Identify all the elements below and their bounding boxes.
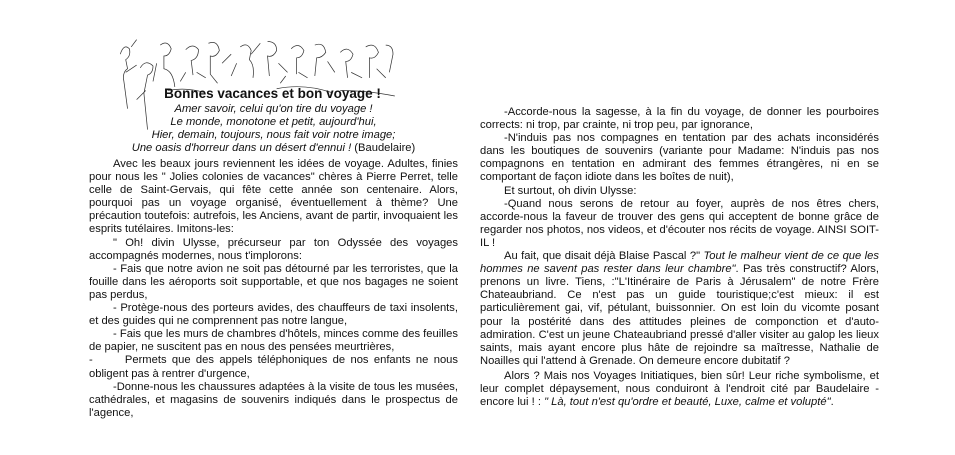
poem-line: Le monde, monotone et petit, aujourd'hui, (170, 116, 377, 128)
paragraph: -N'induis pas nos compagnes en tentation par des achats inconsidérés dans les boutiques de souvenirs (variante pour Madame: N'induis pas nos compagnons en tentation en admirant des femmes étrangères, ni en se comportant de façon idiote dans les boîtes de nuit), (480, 132, 879, 184)
paragraph: - Fais que les murs de chambres d'hôtels, minces comme des feuilles de papier, ne suscitent pas en nous des pensées meurtrières, (89, 328, 458, 354)
pascal-quote: Tout le malheur vient de ce que les hommes ne savent pas rester dans leur chambre" (480, 250, 879, 276)
paragraph: -Donne-nous les chaussures adaptées à la visite de tous les musées, cathédrales, et magasins de souvenirs indiqués dans le prospectus de l'agence, (89, 380, 458, 419)
closing-end: . (830, 396, 834, 409)
poem-epigraph (89, 103, 458, 155)
paragraph: " Oh! divin Ulysse, précurseur par ton Odyssée des voyages accompagnés modernes, nous t'implorons: (89, 236, 458, 262)
paragraph: - Fais que notre avion ne soit pas détourné par les terroristes, que la fouille dans les aéroports soit supportable, et que nos bagages ne soient pas perdus, (89, 262, 458, 301)
left-column (89, 158, 462, 420)
article-title: Bonnes vacances et bon voyage ! (164, 86, 381, 101)
paragraph: Avec les beaux jours reviennent les idées de voyage. Adultes, finies pour nous les " Jolies colonies de vacances" chères à Pierre Perret, telle celle de Saint-Gervais, qui fête cette année son centenaire. Alors, pourquoi pas un voyage organisé, éventuellement à thème? Une précaution toutefois: autrefois, les Anciens, avant de partir, invoquaient les esprits tutélaires. Imitons-les: (89, 158, 458, 236)
paragraph: -Accorde-nous la sagesse, à la fin du voyage, de donner les pourboires corrects: ni trop, par crainte, ni trop peu, par ignorance, (480, 106, 879, 132)
paragraph: Et surtout, oh divin Ulysse: (504, 184, 637, 197)
poem-line: Hier, demain, toujours, nous fait voir notre image; (151, 129, 396, 141)
closing-paragraph (480, 370, 879, 409)
pascal-paragraph (480, 250, 879, 368)
paragraph: -Quand nous serons de retour au foyer, auprès de nos êtres chers, accorde-nous la faveur de trouver des gens qui acceptent de bonne grâce de regarder nos photos, nos videos, et d'écouter nos récits de voyage. AINSI SOIT-IL ! (480, 197, 879, 249)
poem-line: Une oasis d'horreur dans un désert d'ennui ! (131, 142, 352, 154)
pascal-intro: Au fait, que disait déjà Blaise Pascal ?" (504, 250, 701, 263)
poem-line: Amer savoir, celui qu'on tire du voyage ! (174, 103, 373, 115)
pascal-rest: . Pas très constructif? Alors, prenons un livre. Tiens, :"L'Itinéraire de Paris à Jérusalem" de notre Frère Chateaubriand. Ce n'est pas un guide touristique;c'est mieux: il est particulièrement gai, vif, pétulant, buissonnier. On est loin du vicomte posant pour la postérité dans des attitudes pleines de componction et d'auto-admiration. C'est un jeune Chateaubriand pressé d'aller visiter au galop les lieux saints, mais ayant encore plus hâte de rejoindre sa maîtresse, Nathalie de Noailles qui l'attend à Grenade. On demeure encore dubitatif ? (480, 263, 879, 367)
paragraph: - Protège-nous des porteurs avides, des chauffeurs de taxi insolents, et des guides qui ne comprennent pas notre langue, (89, 302, 458, 328)
poem-attribution: (Baudelaire) (351, 142, 416, 154)
right-column (480, 106, 879, 409)
paragraph: - Permets que des appels téléphoniques de nos enfants ne nous obligent pas à rentrer d'urgence, (89, 354, 462, 380)
closing-text: Alors ? Mais nos Voyages Initiatiques, bien sûr! Leur riche symbolisme, et leur complet dépaysement, nous conduiront à l'endroit cité par Baudelaire - encore lui ! : (480, 369, 879, 409)
baudelaire-quote: " Là, tout n'est qu'ordre et beauté, Luxe, calme et volupté" (544, 396, 831, 409)
